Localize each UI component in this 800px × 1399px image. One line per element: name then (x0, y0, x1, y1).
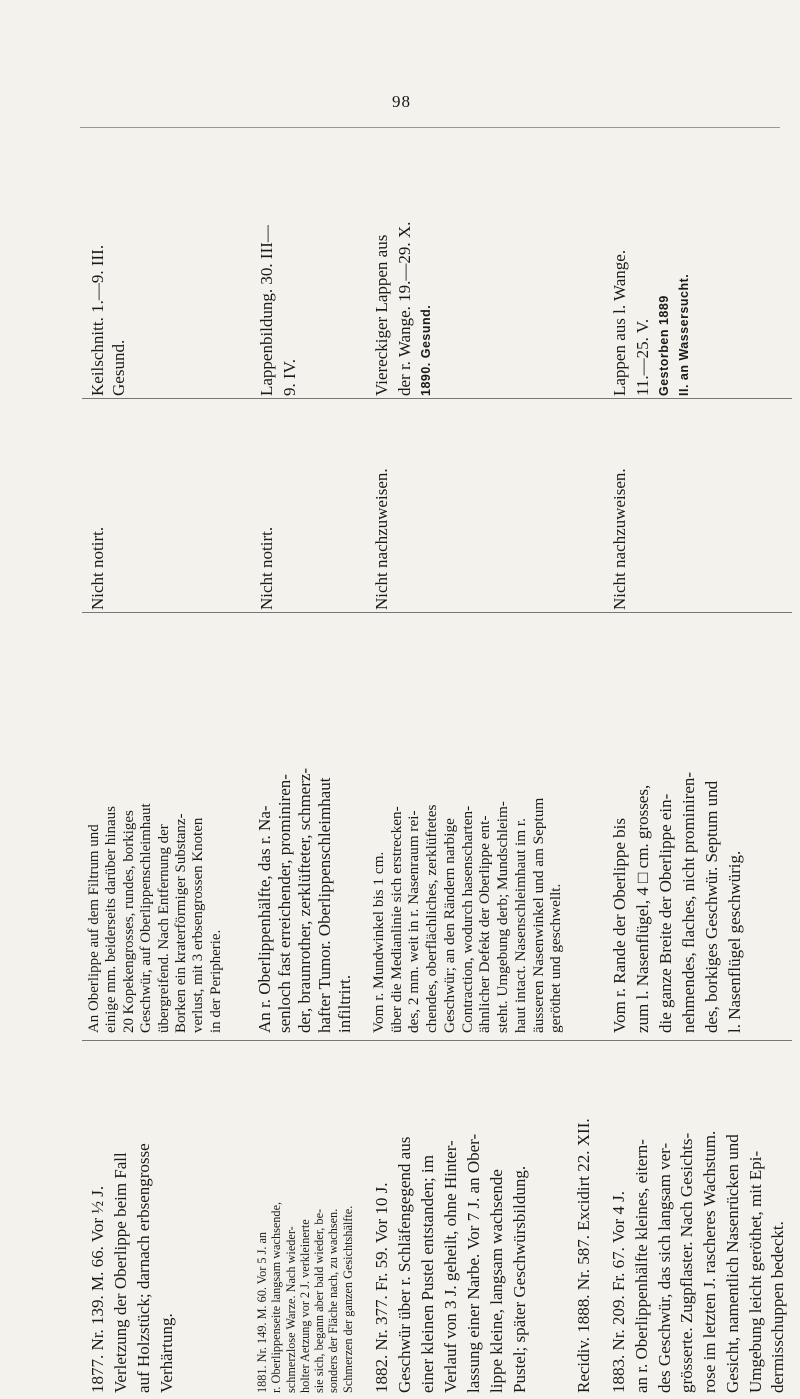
row-5-findings: Vom r. Rande der Oberlippe bis zum l. Nasenflügel, 4 □ cm. grosses, die ganze Breite der Oberlippe ein- nehmendes, flaches, nicht prominiren- des, borkiges Geschwür. Septum und l. Nasenflügel geschwürig. (610, 771, 744, 1033)
row-3-outcome: 1890. Gesund. (419, 304, 433, 396)
row-4-history: Recidiv. 1888. Nr. 587. Excidirt 22. XII. (574, 1118, 593, 1393)
row-1-history: 1877. Nr. 139. M. 66. Vor ½ J. Verletzung der Oberlippe beim Fall auf Holzstück; darnach erbsengrosse Verhärtung. (88, 1143, 176, 1393)
row-3-history: 1882. Nr. 377. Fr. 59. Vor 10 J. Geschwür über r. Schläfengegend aus einer kleinen Pustel entstanden; im Verlauf von 3 J. geheilt, ohne Hinter- lassung einer Narbe. Vor 7 J. an Ober- lippe kleine, langsam wachsende Pustel; später Geschwürsbildung. (372, 1133, 529, 1393)
row-5-outcome: Gestorben 1889 II. an Wassersucht. (657, 273, 691, 396)
row-1-findings: An Oberlippe auf dem Filtrum und einige mm. beiderseits darüber hinaus 20 Kopekengrosses, rundes, borkiges Geschwür, auf Oberlippenschleimhaut übergreifend. Nach Entfernung der Borken ein kraterförmiger Substanz- verlust, mit 3 erbsengrossen Knoten in der Peripherie. (86, 803, 224, 1033)
column-rule (82, 612, 792, 613)
row-5-history: 1883. Nr. 209. Fr. 67. Vor 4 J. an r. Oberlippenhälfte kleines, eitern- des Geschwür, das sich langsam ver- grösserte. Zugpflaster. Nach Gesichts- rose im letzten J. rascheres Wachstum. Gesicht, namentlich Nasenrücken und Umgebung leicht geröthet, mit Epi- dermisschuppen bedeckt. (609, 1130, 788, 1393)
row-1-operation: Keilschnitt. 1.—9. III. (88, 244, 107, 396)
row-3-operation: Viereckiger Lappen aus der r. Wange. 19.—29. X. (372, 221, 414, 396)
row-2-glands: Nicht notirt. (257, 526, 276, 610)
row-5-operation: Lappen aus l. Wange. 11.—25. V. (610, 249, 652, 396)
row-5-glands: Nicht nachzuweisen. (610, 468, 629, 610)
column-rule (82, 398, 792, 399)
row-3-findings: Vom r. Mundwinkel bis 1 cm. über die Medianlinie sich erstrecken- des, 2 mm. weit in r. Nasenraum rei- chendes, oberflächliches, zerklüftetes Geschwür; an den Rändern narbige Contraction, wodurch hasenscharten- ähnlicher Defekt der Oberlippe ent- steht. Umgebung derb; Mundschleim- haut intact. Nasenschleimhaut im r. äusseren Nasenwinkel und am Septum geröthet und geschwellt. (370, 797, 565, 1033)
row-2-findings: An r. Oberlippenhälfte, das r. Na- senloch fast erreichender, prominiren- der, braunrother, zerklüfteter, schmerz- hafter Tumor. Oberlippenschleimhaut infiltrirt. (255, 767, 354, 1033)
page-number: 98 (392, 92, 411, 111)
row-1-outcome: Gesund. (109, 339, 128, 396)
row-3-glands: Nicht nachzuweisen. (372, 468, 391, 610)
row-1-glands: Nicht notirt. (88, 526, 107, 610)
row-2-history: 1881. Nr. 149. M. 60. Vor 5 J. an r. Oberlippenseite langsam wachsende, schmerzlose Warze. Nach wieder- holter Aetzung vor 2 J. verkleinerte sie sich, begann aber bald wieder, be- sonders der Fläche nach, zu wachsen. Schmerzen der ganzen Gesichtshälfte. (255, 1201, 355, 1393)
column-rule (82, 1040, 792, 1041)
row-2-operation: Lappenbildung. 30. III— 9. IV. (257, 225, 299, 396)
